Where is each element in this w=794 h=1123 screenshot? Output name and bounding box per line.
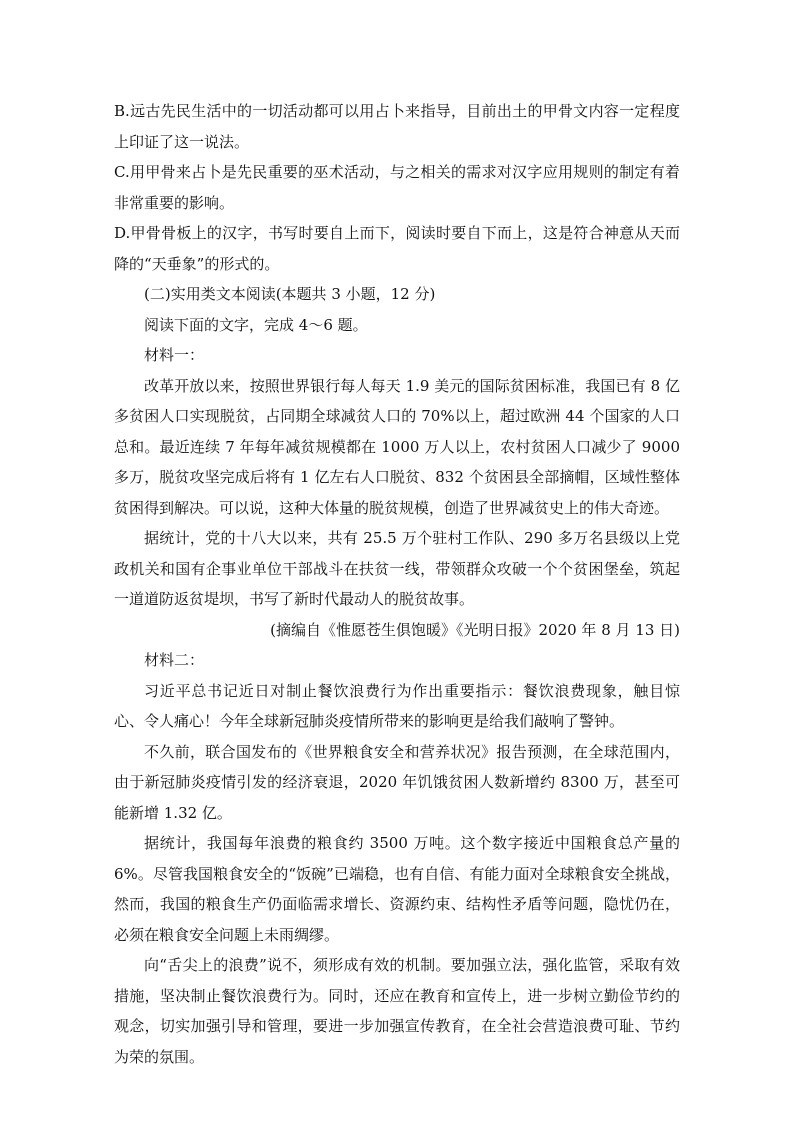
document-page bbox=[114, 96, 680, 1072]
material-1-paragraph: 据统计，党的十八大以来，共有 25.5 万个驻村工作队、290 多万名县级以上党政机关和国有企事业单位干部战斗在扶贫一线，带领群众攻破一个个贫困堡垒，筑起一道道防返贫堤坝，书写了新时代最动人的脱贫故事。 bbox=[114, 529, 680, 608]
material-1-source: (摘编自《惟愿苍生俱饱暖》《光明日报》2020 年 8 月 13 日) bbox=[270, 620, 680, 639]
material-1-label: 材料一： bbox=[144, 346, 205, 364]
material-2-paragraph: 向“舌尖上的浪费”说不，须形成有效的机制。要加强立法，强化监管，采取有效措施，坚决制止餐饮浪费行为。同时，还应在教育和宣传上，进一步树立勤俭节约的观念，切实加强引导和管理，要进一步加强宣传教育，在全社会营造浪费可耻、节约为荣的氛围。 bbox=[114, 956, 680, 1066]
material-2-paragraph: 据统计，我国每年浪费的粮食约 3500 万吨。这个数字接近中国粮食总产量的 6%。尽管我国粮食安全的“饭碗”已端稳，也有自信、有能力面对全球粮食安全挑战，然而，我国的粮食生产仍面临需求增长、资源约束、结构性矛盾等问题，隐忧仍在，必须在粮食安全问题上未雨绸缪。 bbox=[114, 834, 680, 944]
option-d: D.甲骨骨板上的汉字，书写时要自上而下，阅读时要自下而上，这是符合神意从天而降的“天垂象”的形式的。 bbox=[114, 224, 680, 273]
material-2-paragraph: 习近平总书记近日对制止餐饮浪费行为作出重要指示：餐饮浪费现象，触目惊心、令人痛心！今年全球新冠肺炎疫情所带来的影响更是给我们敲响了警钟。 bbox=[114, 681, 680, 730]
material-2-label: 材料二： bbox=[144, 651, 205, 669]
material-2-paragraph: 不久前，联合国发布的《世界粮食安全和营养状况》报告预测，在全球范围内，由于新冠肺炎疫情引发的经济衰退，2020 年饥饿贫困人数新增约 8300 万，甚至可能新增 1.32 亿。 bbox=[114, 742, 680, 822]
option-c: C.用甲骨来占卜是先民重要的巫术活动，与之相关的需求对汉字应用规则的制定有着非常重要的影响。 bbox=[114, 163, 680, 212]
option-b: B.远古先民生活中的一切活动都可以用占卜来指导，目前出土的甲骨文内容一定程度上印证了这一说法。 bbox=[114, 102, 680, 151]
material-1-paragraph: 改革开放以来，按照世界银行每人每天 1.9 美元的国际贫困标准，我国已有 8 亿多贫困人口实现脱贫，占同期全球减贫人口的 70%以上，超过欧洲 44 个国家的人口总和。最近连续 7 年每年减贫规模都在 1000 万人以上，农村贫困人口减少了 9000 多万，脱贫攻坚完成后将有 1 亿左右人口脱贫、832 个贫困县全部摘帽，区域性整体贫困得到解决。可以说，这种大体量的脱贫规模，创造了世界减贫史上的伟大奇迹。 bbox=[114, 376, 680, 517]
section-instruction: 阅读下面的文字，完成 4～6 题。 bbox=[144, 315, 368, 334]
section-heading: (二)实用类文本阅读(本题共 3 小题，12 分) bbox=[144, 285, 436, 303]
